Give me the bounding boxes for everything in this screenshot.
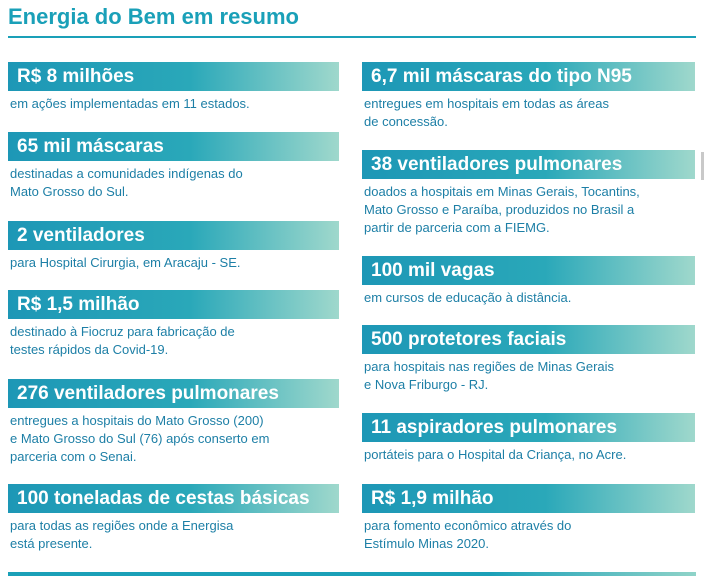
item-description: destinadas a comunidades indígenas do Mato Grosso do Sul. xyxy=(10,166,243,199)
item-heading: 276 ventiladores pulmonares xyxy=(8,379,339,408)
item-heading: R$ 8 milhões xyxy=(8,62,339,91)
item-description: entregues em hospitais em todas as áreas de concessão. xyxy=(364,96,609,129)
item-heading: 100 mil vagas xyxy=(362,256,695,285)
summary-item-face-shields xyxy=(362,325,695,394)
item-description: em cursos de educação à distância. xyxy=(364,290,572,305)
summary-item-course-seats xyxy=(362,256,695,307)
item-description: destinado à Fiocruz para fabricação de testes rápidos da Covid-19. xyxy=(10,324,235,357)
summary-item-masks xyxy=(8,132,339,201)
summary-item-ventilators-fiemg xyxy=(362,150,695,237)
summary-item-funding xyxy=(8,62,339,113)
item-description: para hospitais nas regiões de Minas Gerais e Nova Friburgo - RJ. xyxy=(364,359,615,392)
item-description: para Hospital Cirurgia, em Aracaju - SE. xyxy=(10,255,241,270)
item-heading: 65 mil máscaras xyxy=(8,132,339,161)
title-divider xyxy=(8,36,696,38)
item-description: em ações implementadas em 11 estados. xyxy=(10,96,250,111)
page-title: Energia do Bem em resumo xyxy=(8,4,299,29)
item-heading: 6,7 mil máscaras do tipo N95 xyxy=(362,62,695,91)
item-description: para fomento econômico através do Estímulo Minas 2020. xyxy=(364,518,572,551)
item-heading: R$ 1,9 milhão xyxy=(362,484,695,513)
item-heading: 100 toneladas de cestas básicas xyxy=(8,484,339,513)
item-heading: 500 protetores faciais xyxy=(362,325,695,354)
item-description: para todas as regiões onde a Energisa está presente. xyxy=(10,518,234,551)
item-description: entregues a hospitais do Mato Grosso (200) e Mato Grosso do Sul (76) após conserto em parceria com o Senai. xyxy=(10,413,270,464)
item-heading: R$ 1,5 milhão xyxy=(8,290,339,319)
summary-item-economic-stimulus xyxy=(362,484,695,553)
summary-item-food-baskets xyxy=(8,484,339,553)
summary-item-ventilators-aracaju xyxy=(8,221,339,272)
summary-item-aspirators xyxy=(362,413,695,464)
item-heading: 2 ventiladores xyxy=(8,221,339,250)
summary-item-fiocruz xyxy=(8,290,339,359)
item-description: portáteis para o Hospital da Criança, no Acre. xyxy=(364,447,627,462)
summary-item-ventilators-repair xyxy=(8,379,339,466)
summary-item-n95-masks xyxy=(362,62,695,131)
bottom-divider xyxy=(8,572,696,576)
item-description: doados a hospitais em Minas Gerais, Tocantins, Mato Grosso e Paraíba, produzidos no Brasil a partir de parceria com a FIEMG. xyxy=(364,184,640,235)
item-heading: 11 aspiradores pulmonares xyxy=(362,413,695,442)
item-heading: 38 ventiladores pulmonares xyxy=(362,150,695,179)
